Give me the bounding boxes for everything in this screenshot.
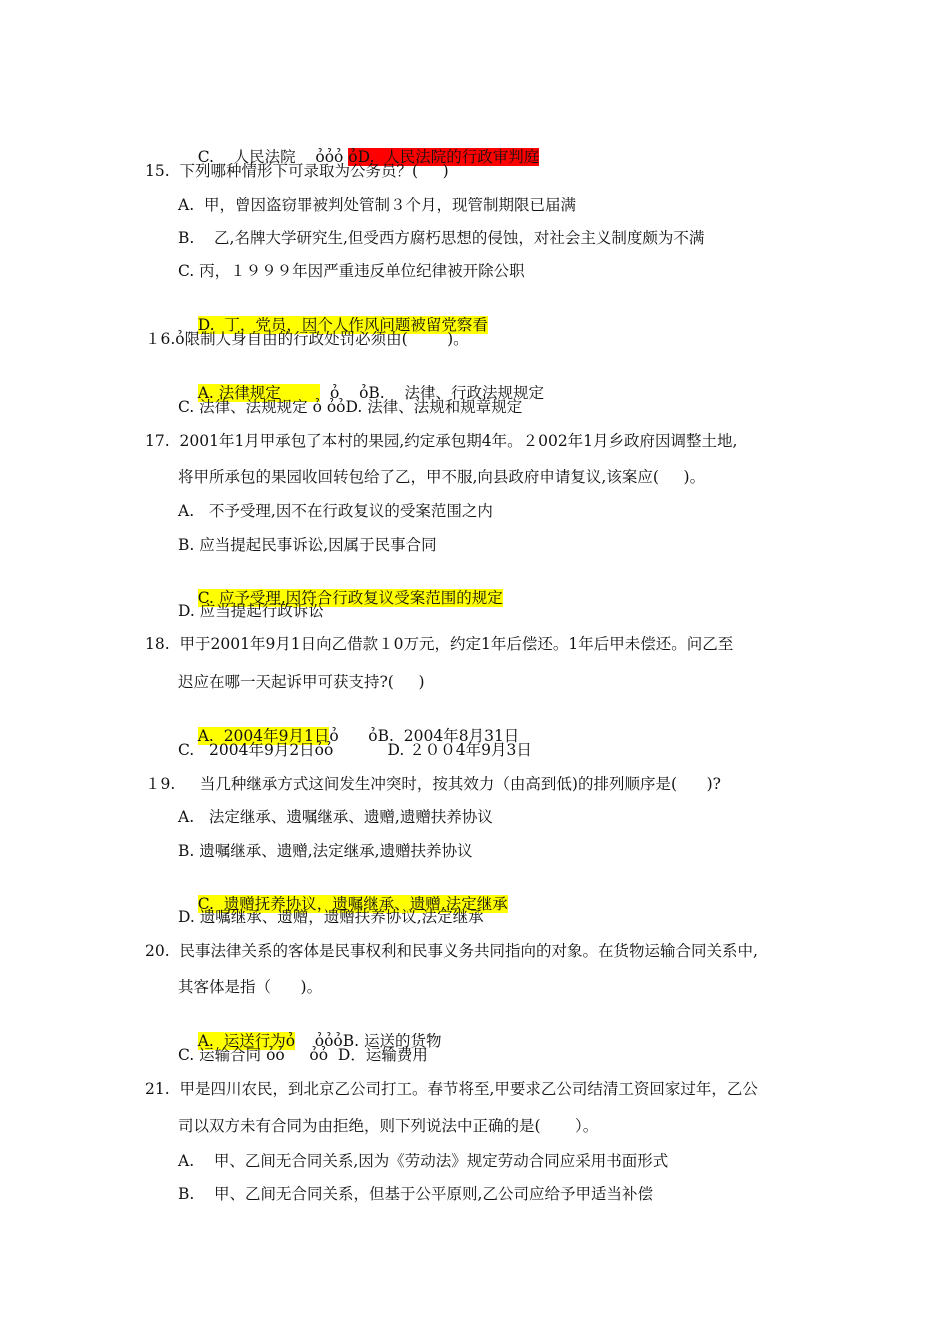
highlighted-answer: A. 法律规定: [197, 384, 321, 402]
question-18: 18. 甲于2001年9月1日向乙借款１0万元，约定1年后偿还。1年后甲未偿还。问乙至: [145, 635, 734, 653]
option-line: A. 甲，曾因盗窃罪被判处管制３个月，现管制期限已届满: [178, 196, 576, 214]
option-text: ỏ ỏB. 法律、行政法规规定: [320, 384, 544, 402]
question-19: １9. 当几种继承方式这间发生冲突时，按其效力（由高到低)的排列顺序是( )?: [145, 775, 721, 793]
option-line: A. 不予受理,因不在行政复议的受案范围之内: [178, 502, 493, 520]
option-line: C. 丙，１９９９年因严重违反单位纪律被开除公职: [178, 262, 525, 280]
highlighted-answer: D. 丁，党员，因个人作风问题被留党察看: [197, 316, 488, 334]
question-continuation: 迟应在哪一天起诉甲可获支持?( ): [178, 673, 425, 691]
option-line: B. 甲、乙间无合同关系，但基于公平原则,乙公司应给予甲适当补偿: [178, 1185, 653, 1203]
option-line: C. 2004年9月2日ỏỏ D. ２００4年9月3日: [178, 741, 532, 759]
question-21: 21. 甲是四川农民，到北京乙公司打工。春节将至,甲要求乙公司结清工资回家过年，乙公: [145, 1080, 758, 1098]
highlighted-answer: C. 遗赠抚养协议，遗嘱继承、遗赠,法定继承: [197, 895, 508, 913]
highlighted-answer: A. 2004年9月1日: [197, 727, 330, 745]
option-line: A. 法定继承、遗嘱继承、遗赠,遗赠扶养协议: [178, 808, 493, 826]
highlighted-answer: ỏD. 人民法院的行政审判庭: [348, 148, 540, 166]
option-line: B. 乙,名牌大学研究生,但受西方腐朽思想的侵蚀，对社会主义制度颇为不满: [178, 229, 705, 247]
question-17: 17. 2001年1月甲承包了本村的果园,约定承包期4年。２002年1月乡政府因调整土地,: [145, 432, 738, 450]
option-text: ỏ ỏB. 2004年8月31日: [329, 727, 520, 745]
highlighted-answer: C. 应予受理,因符合行政复议受案范围的规定: [197, 589, 503, 607]
option-text: ỏỏỏB. 运送的货物: [295, 1032, 442, 1050]
question-16: １6.ỏ限制人身自由的行政处罚必须由( )。: [145, 330, 469, 348]
option-line: B. 应当提起民事诉讼,因属于民事合同: [178, 536, 437, 554]
question-continuation: 将甲所承包的果园收回转包给了乙，甲不服,向县政府申请复议,该案应( )。: [178, 468, 706, 486]
option-text: C. 人民法院 ỏỏỏ: [197, 148, 349, 166]
question-continuation: 其客体是指（ )。: [178, 978, 323, 996]
option-line: C. 运输合同 ỏỏ ỏỏ D．运输费用: [178, 1046, 428, 1064]
question-continuation: 司以双方未有合同为由拒绝，则下列说法中正确的是( ）。: [178, 1117, 599, 1135]
option-line: B. 遗嘱继承、遗赠,法定继承,遗赠扶养协议: [178, 842, 473, 860]
highlighted-answer: A. 运送行为ỏ: [197, 1032, 296, 1050]
question-20: 20. 民事法律关系的客体是民事权利和民事义务共同指向的对象。在货物运输合同关系中,: [145, 942, 758, 960]
option-line: C. 法律、法规规定 ỏ ỏỏD. 法律、法规和规章规定: [178, 398, 523, 416]
option-line: D. 遗嘱继承、遗赠，遗赠扶养协议,法定继承: [178, 908, 484, 926]
question-15: 15. 下列哪种情形下可录取为公务员？( ): [145, 162, 449, 180]
option-line: D. 应当提起行政诉讼: [178, 602, 324, 620]
option-line: A. 甲、乙间无合同关系,因为《劳动法》规定劳动合同应采用书面形式: [178, 1152, 669, 1170]
